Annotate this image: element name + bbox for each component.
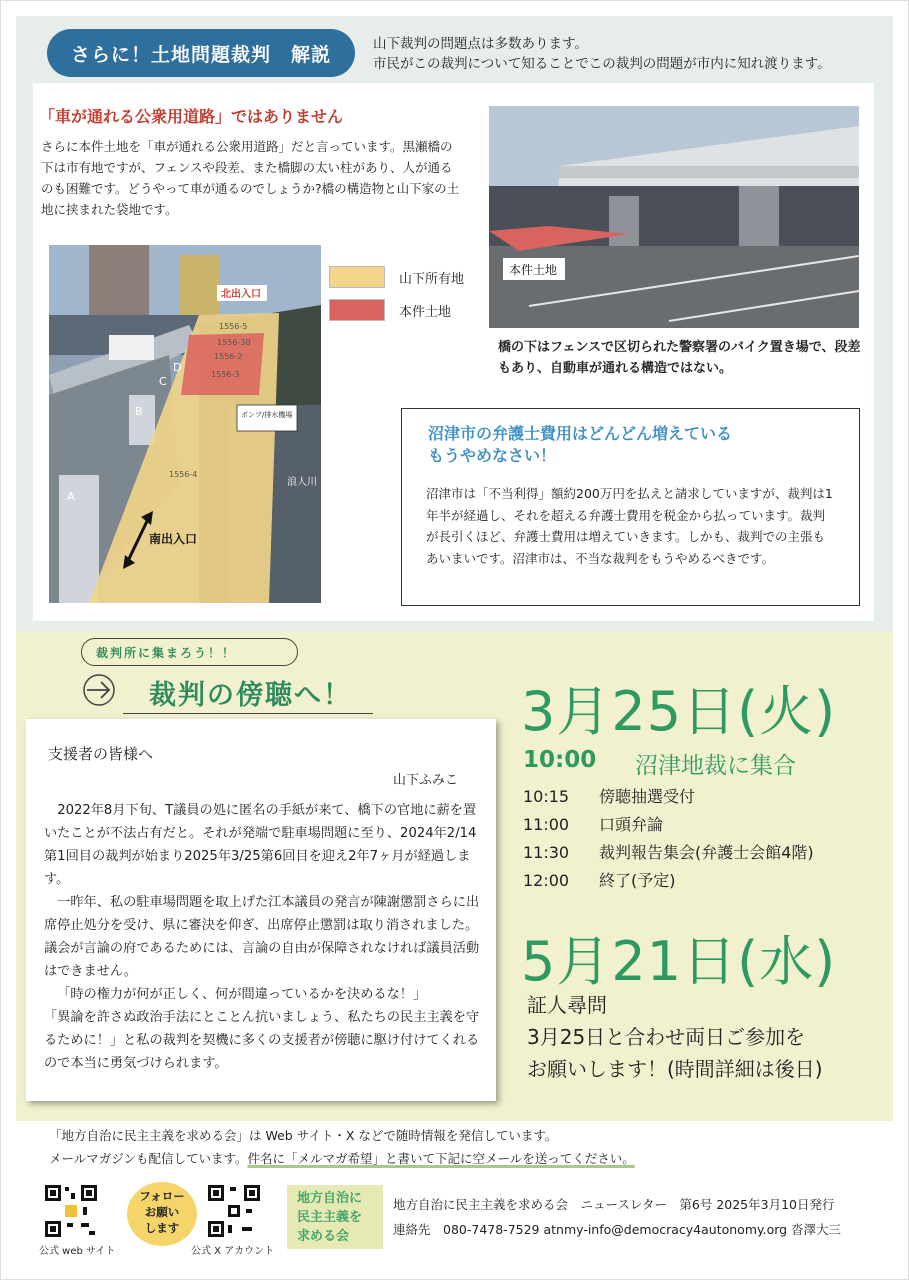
road-heading: 「車が通れる公衆用道路」ではありません <box>39 107 344 126</box>
schedule-time: 12:00 <box>523 871 570 890</box>
follow-line-1: フォロー <box>139 1189 185 1203</box>
mailmag-instruction: 件名に「メルマガ希望」と書いて下記に空メールを送ってください。 <box>247 1151 635 1166</box>
bridge-site-illustration <box>49 245 321 603</box>
schedule-time: 11:30 <box>523 843 570 862</box>
legend-swatch-yellow <box>329 266 385 288</box>
letter-paragraph-4: 「異論を許さぬ政治手法にとことん抗いましょう、私たちの民主主義を守るために！」と私の裁判を契機に多くの支援者が傍聴に駆け付けてくれるので本当に勇気づけられます。 <box>44 1010 480 1071</box>
photo-caption: 橋の下はフェンスで区切られた警察署のバイク置き場で、段差もあり、自動車が通れる構造ではない。 <box>498 340 861 376</box>
supporter-letter <box>26 719 496 1101</box>
meeting-place: 沼津地裁に集合 <box>635 753 796 779</box>
intro-line-1: 山下裁判の問題点は多数あります。 <box>373 36 588 52</box>
footer-line-2 <box>49 1147 635 1170</box>
schedule-event: 傍聴抽選受付 <box>599 787 696 806</box>
x-account-qr-label: 公式 X アカウント <box>191 1246 275 1257</box>
legend-label: 山下所有地 <box>399 271 465 287</box>
photo-label-lot-1556-3: 1556-3 <box>211 370 240 379</box>
photo-label-pillar-a: A <box>67 490 75 503</box>
photo-label-south-entrance: 南出入口 <box>149 532 198 546</box>
photo-label-lot-1556-2: 1556-2 <box>214 352 243 361</box>
photo-label-pillar-b: B <box>135 405 143 418</box>
gather-bubble: 裁判所に集まろう！！ <box>81 638 298 666</box>
photo-label-lot-1556-30: 1556-30 <box>217 338 251 347</box>
website-qr-label: 公式 web サイト <box>39 1246 116 1257</box>
closing-line-2: 3月25日と合わせ両日ご参加を <box>527 1025 806 1049</box>
schedule-list <box>523 783 814 895</box>
photo-label-pump: ポンプ/排水機場 <box>241 411 293 419</box>
hearing-title: 裁判の傍聴へ！ <box>149 680 352 711</box>
follow-line-3: します <box>144 1221 180 1235</box>
legend-label: 本件土地 <box>399 304 452 320</box>
x-account-qr-code[interactable] <box>206 1183 262 1239</box>
schedule-event: 終了(予定) <box>599 871 676 890</box>
closing-line-3: お願いします！(時間詳細は後日) <box>527 1057 823 1081</box>
follow-line-2: お願い <box>144 1205 180 1219</box>
closing-line-1: 証人尋問 <box>527 993 607 1017</box>
hearing-date-2: 5月21日(水) <box>521 930 837 993</box>
under-bridge-photo <box>489 106 859 328</box>
schedule-event: 裁判報告集会(弁護士会館4階) <box>599 843 814 862</box>
letter-paragraph-3: 「時の権力が何が正しく、何が間違っているかを決めるな！」 <box>57 987 427 1002</box>
legend-swatch-red <box>329 299 385 321</box>
issue-info: 地方自治に民主主義を求める会 ニュースレター 第6号 2025年3月10日発行 <box>393 1197 835 1212</box>
schedule-row <box>523 811 814 839</box>
hearing-date-1: 3月25日(火) <box>521 680 837 743</box>
schedule-row <box>523 867 814 895</box>
letter-body <box>44 799 484 1075</box>
lawyer-cost-title <box>428 423 732 467</box>
arrow-right-icon <box>79 672 119 708</box>
photo-label-river: 浪人川 <box>287 477 317 488</box>
intro-text <box>373 34 831 74</box>
footer-line-1: 「地方自治に民主主義を求める会」は Web サイト・X などで随時情報を発信しています。 <box>49 1128 558 1143</box>
lawyer-cost-box <box>401 408 860 606</box>
bridge-site-photo <box>49 245 321 603</box>
legend-item-yamashita <box>329 266 464 288</box>
legend-item-subject-land <box>329 299 464 321</box>
road-paragraph: さらに本件土地を「車が通れる公衆用道路」だと言っています。黒瀬橋の下は市有地ですが、フェンスや段差、また橋脚の太い柱があり、人が通るのも困難です。どうやって車が通るのでしょうか?橋の構造物と山下家の土地に挟まれた袋地です。 <box>41 139 460 217</box>
photo-label-pillar-d: D <box>173 361 182 374</box>
intro-line-2: 市民がこの裁判について知ることでこの裁判の問題が市内に知れ渡ります。 <box>373 56 831 72</box>
lawyer-cost-body: 沼津市は「不当利得」額約200万円を払えと請求していますが、裁判は1年半が経過し、それを超える弁護士費用を税金から払っています。裁判が長引くほど、弁護士費用は増えていきます。しかも、裁判での主張もあいまいです。沼津市は、不当な裁判をもうやめるべきです。 <box>426 486 833 566</box>
photo-label-subject-land: 本件土地 <box>509 263 558 277</box>
map-legend <box>329 266 464 332</box>
letter-paragraph-1: 2022年8月下旬、T議員の処に匿名の手紙が来て、橋下の官地に薪を置いたことが不法占有だと。それが発端で駐車場問題に至り、2024年2/14第1回目の裁判が始まり2025年3/25第6回目を迎え2年7ヶ月が経過します。 <box>44 803 477 887</box>
schedule-row <box>523 783 814 811</box>
website-qr-code[interactable] <box>43 1183 99 1239</box>
footer-line-2-prefix: メールマガジンも配信しています。 <box>49 1151 248 1166</box>
schedule-time: 11:00 <box>523 815 570 834</box>
footer-info <box>49 1124 635 1170</box>
photo-label-pillar-c: C <box>159 375 167 388</box>
letter-paragraph-2: 一昨年、私の駐車場問題を取上げた江本議員の発言が陳謝懲罰さらに出席停止処分を受け、県に審決を仰ぎ、出席停止懲罰は取り消されました。議会が言論の府であるためには、言論の自由が保障されなければ議員活動はできません。 <box>44 895 480 979</box>
closing-message <box>527 989 823 1085</box>
org-line-2: 民主主義を <box>297 1210 363 1225</box>
lawyer-cost-title-line-1: 沼津市の弁護士費用はどんどん増えている <box>428 424 733 443</box>
schedule-time: 10:15 <box>523 787 570 806</box>
letter-author: 山下ふみこ <box>392 773 458 788</box>
schedule-event: 口頭弁論 <box>599 815 664 834</box>
meeting-time: 10:00 <box>523 747 597 773</box>
lawyer-cost-title-line-2: もうやめなさい！ <box>428 446 557 465</box>
org-line-1: 地方自治に <box>297 1191 363 1206</box>
title-underline <box>123 713 373 714</box>
photo-label-lot-1556-5: 1556-5 <box>219 322 248 331</box>
under-bridge-illustration <box>489 106 859 328</box>
organization-logo <box>287 1185 383 1249</box>
org-line-3: 求める会 <box>297 1229 350 1244</box>
follow-badge <box>127 1182 197 1246</box>
section-title-pill: さらに！土地問題裁判 解説 <box>47 29 355 77</box>
contact-info: 連絡先 080-7478-7529 atnmy-info@democracy4autonomy.org 沓澤大三 <box>393 1222 842 1237</box>
photo-label-north-entrance: 北出入口 <box>221 289 261 300</box>
letter-greeting: 支援者の皆様へ <box>48 745 154 763</box>
schedule-row <box>523 839 814 867</box>
photo-label-lot-1556-4: 1556-4 <box>169 470 198 479</box>
